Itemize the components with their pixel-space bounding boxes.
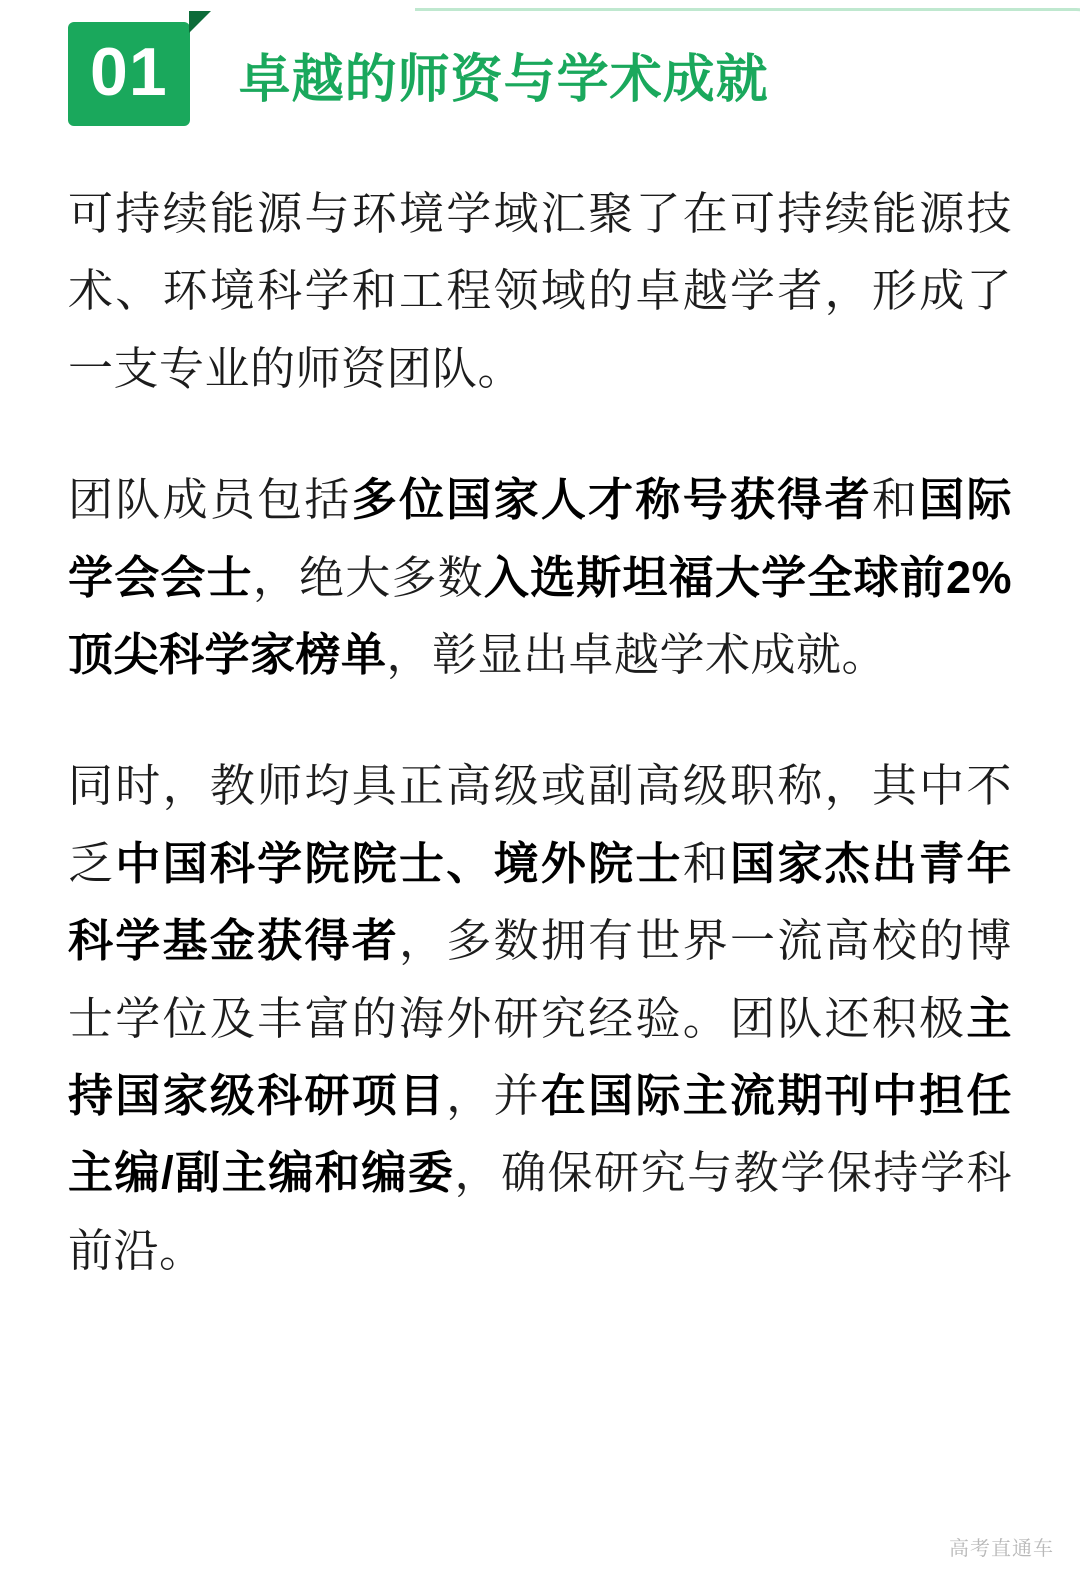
paragraph-2	[68, 461, 1012, 693]
text-run: 和	[682, 837, 731, 889]
text-run: ，绝大多数	[252, 551, 484, 603]
paragraph-3	[68, 747, 1012, 1289]
emphasis-run: 国家杰出青年科学基金获得者	[68, 837, 1012, 967]
watermark-label: 高考直通车	[949, 1538, 1054, 1560]
text-run: ，确保研究与教学保持学科前沿。	[68, 1147, 1012, 1276]
emphasis-run: 在国际主流期刊中担任主编/副主编和编委	[68, 1069, 1012, 1199]
paragraph-1	[68, 175, 1012, 407]
badge-notch-shape	[189, 11, 211, 33]
text-run: ，并	[446, 1069, 541, 1121]
text-run: ，多数拥有世界一流高校的博士学位及丰富的海外研究经验。团队还积极	[68, 915, 1012, 1044]
text-run: 和	[871, 474, 920, 526]
section-header	[68, 22, 769, 126]
emphasis-run: 入选斯坦福大学全球前2%顶尖科学家榜单	[68, 551, 1012, 680]
emphasis-run: 主持国家级科研项目	[68, 992, 1012, 1121]
text-run: ，彰显出卓越学术成就。	[386, 628, 888, 680]
decorative-frame-fade-right	[1044, 300, 1080, 600]
text-run: 可持续能源与环境学域汇聚了在可持续能源技术、环境科学和工程领域的卓越学者，形成了一支专业的师资团队。	[68, 188, 1012, 394]
text-run: 同时，教师均具正高级或副高级职称，其中不乏	[68, 760, 1012, 889]
body-content	[68, 175, 1012, 1289]
section-number-badge: 01	[68, 22, 190, 126]
text-run: 团队成员包括	[68, 474, 352, 526]
emphasis-run: 中国科学院院士、境外院士	[115, 837, 683, 889]
page-title: 卓越的师资与学术成就	[238, 50, 769, 109]
emphasis-run: 国际学会会士	[68, 474, 1012, 603]
emphasis-run: 多位国家人才称号获得者	[351, 474, 872, 526]
